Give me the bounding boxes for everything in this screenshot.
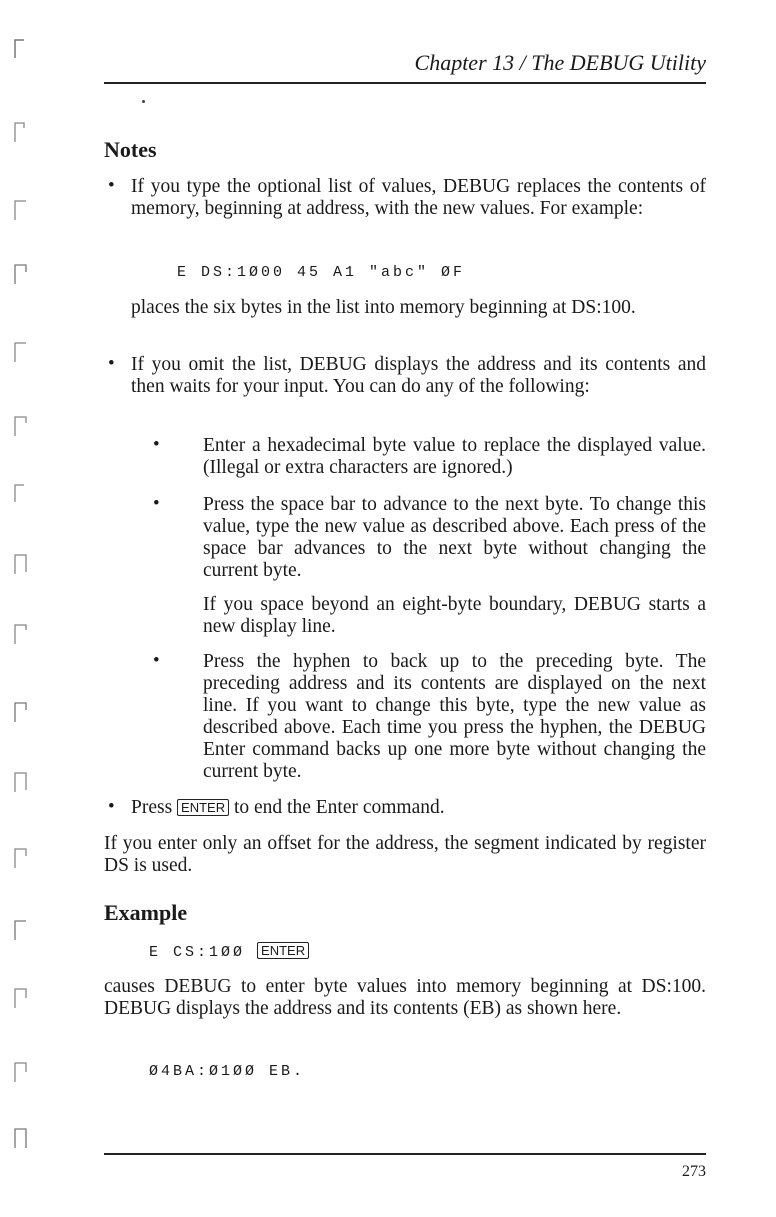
note-bullet-3-pre: Press <box>131 797 173 818</box>
header-rule <box>104 82 706 84</box>
example-output: Ø4BA:Ø1ØØ EB. <box>149 1063 306 1080</box>
example-command <box>149 942 309 961</box>
enter-key: ENTER <box>177 799 229 816</box>
enter-key: ENTER <box>257 942 309 959</box>
sub-bullet-2-paragraph: Press the space bar to advance to the next byte. To change this value, type the new value as described above. Each press of the space bar advances to the next byte without changing the current byte. <box>203 494 706 581</box>
example-code-line: E DS:1Ø00 45 A1 "abc" ØF <box>177 264 466 281</box>
notes-closing <box>104 833 706 877</box>
example-heading: Example <box>104 900 188 925</box>
note-bullet-1-paragraph: If you type the optional list of values, DEBUG replaces the contents of memory, beginning at address, with the new values. For example: <box>131 176 706 219</box>
page-number: 273 <box>682 1163 706 1180</box>
note-bullet-1-followup-paragraph: places the six bytes in the list into memory beginning at DS:100. <box>131 297 636 318</box>
sub-bullet-2-extra-paragraph: If you space beyond an eight-byte boundary, DEBUG starts a new display line. <box>203 594 706 637</box>
margin-bracket-mark <box>12 1060 36 1084</box>
example-description <box>104 976 706 1020</box>
margin-bracket-mark <box>12 986 36 1010</box>
note-bullet-2-text <box>131 354 706 398</box>
margin-bracket-mark <box>12 918 36 942</box>
bullet-glyph: • <box>108 175 115 196</box>
note-bullet-3-text <box>131 797 706 819</box>
notes-closing-paragraph: If you enter only an offset for the address, the segment indicated by register DS is used. <box>104 833 706 876</box>
sub-bullet-glyph: • <box>153 493 160 514</box>
running-header: Chapter 13 / The DEBUG Utility <box>414 50 706 75</box>
sub-bullet-1-text <box>203 435 706 479</box>
margin-bracket-mark <box>12 482 36 506</box>
margin-bracket-mark <box>12 700 36 724</box>
notes-heading: Notes <box>104 137 157 162</box>
note-bullet-2-paragraph: If you omit the list, DEBUG displays the address and its contents and then waits for your input. You can do any of the following: <box>131 354 706 397</box>
margin-bracket-mark <box>12 846 36 870</box>
note-bullet-1-text <box>131 176 706 220</box>
footer-rule <box>104 1153 706 1155</box>
sub-bullet-2-text <box>203 494 706 582</box>
margin-bracket-mark <box>12 414 36 438</box>
bullet-glyph: • <box>108 796 115 817</box>
margin-bracket-mark <box>12 198 36 222</box>
sub-bullet-glyph: • <box>153 650 160 671</box>
sub-bullet-1-paragraph: Enter a hexadecimal byte value to replace the displayed value. (Illegal or extra characters are ignored.) <box>203 435 706 478</box>
example-description-paragraph: causes DEBUG to enter byte values into memory beginning at DS:100. DEBUG displays the address and its contents (EB) as shown here. <box>104 976 706 1019</box>
margin-bracket-mark <box>12 38 36 62</box>
note-bullet-3-post: to end the Enter command. <box>233 797 445 818</box>
margin-bracket-mark <box>12 770 36 794</box>
margin-bracket-mark <box>12 120 36 144</box>
margin-bracket-mark <box>12 552 36 576</box>
sub-bullet-glyph: • <box>153 434 160 455</box>
example-command-text: E CS:1ØØ <box>149 944 246 961</box>
sub-bullet-3-paragraph: Press the hyphen to back up to the preceding byte. The preceding address and its contents are displayed on the next line. If you want to change this byte, type the new value as described above. Each time you press the hyphen, the DEBUG Enter command backs up one more byte without changing the current byte. <box>203 651 706 782</box>
margin-bracket-mark <box>12 340 36 364</box>
note-bullet-1-followup <box>131 297 706 319</box>
margin-bracket-mark <box>12 622 36 646</box>
margin-bracket-mark <box>12 262 36 286</box>
stray-mark <box>142 100 145 103</box>
sub-bullet-3-text <box>203 651 706 783</box>
sub-bullet-2-extra <box>203 594 706 638</box>
bullet-glyph: • <box>108 353 115 374</box>
margin-bracket-mark <box>12 1126 36 1150</box>
